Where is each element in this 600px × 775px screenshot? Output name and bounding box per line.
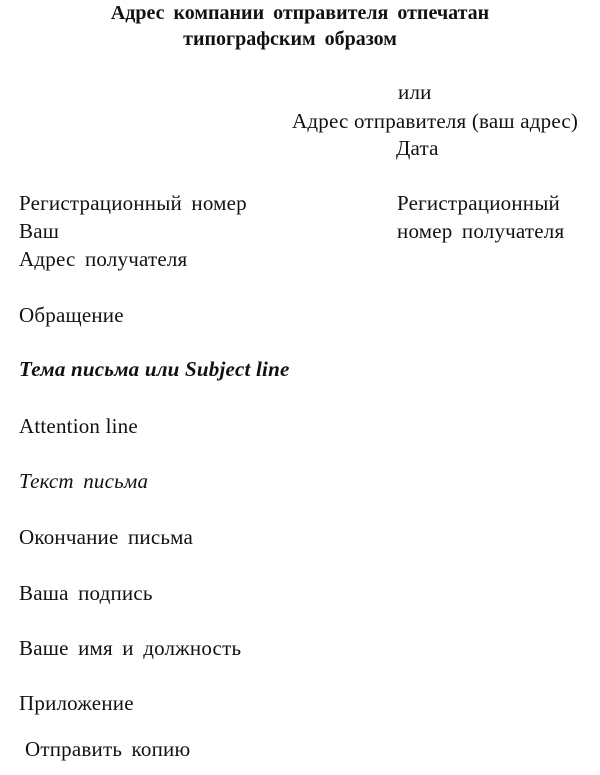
recipient-address: Адрес получателя — [19, 247, 188, 271]
header-line-2: типографским образом — [183, 28, 397, 50]
or-text: или — [398, 80, 432, 104]
letter-text: Текст письма — [19, 469, 149, 493]
name-and-position: Ваше имя и должность — [19, 636, 242, 660]
attention-line: Attention line — [19, 414, 138, 438]
recipient-reg-number-line-2: номер получателя — [397, 219, 565, 243]
sender-address: Адрес отправителя (ваш адрес) — [292, 109, 579, 133]
recipient-reg-number-line-1: Регистрационный — [397, 191, 560, 215]
subject-line: Тема письма или Subject line — [19, 357, 290, 381]
signature: Ваша подпись — [19, 581, 153, 605]
enclosure: Приложение — [19, 691, 134, 715]
closing: Окончание письма — [19, 525, 194, 549]
your-reg-number-line-2: Ваш — [19, 219, 60, 243]
salutation: Обращение — [19, 303, 124, 327]
your-reg-number-line-1: Регистрационный номер — [19, 191, 247, 215]
copy-to: Отправить копию — [25, 737, 191, 761]
date-text: Дата — [396, 136, 439, 160]
header-line-1: Адрес компании отправителя отпечатан — [110, 2, 490, 24]
